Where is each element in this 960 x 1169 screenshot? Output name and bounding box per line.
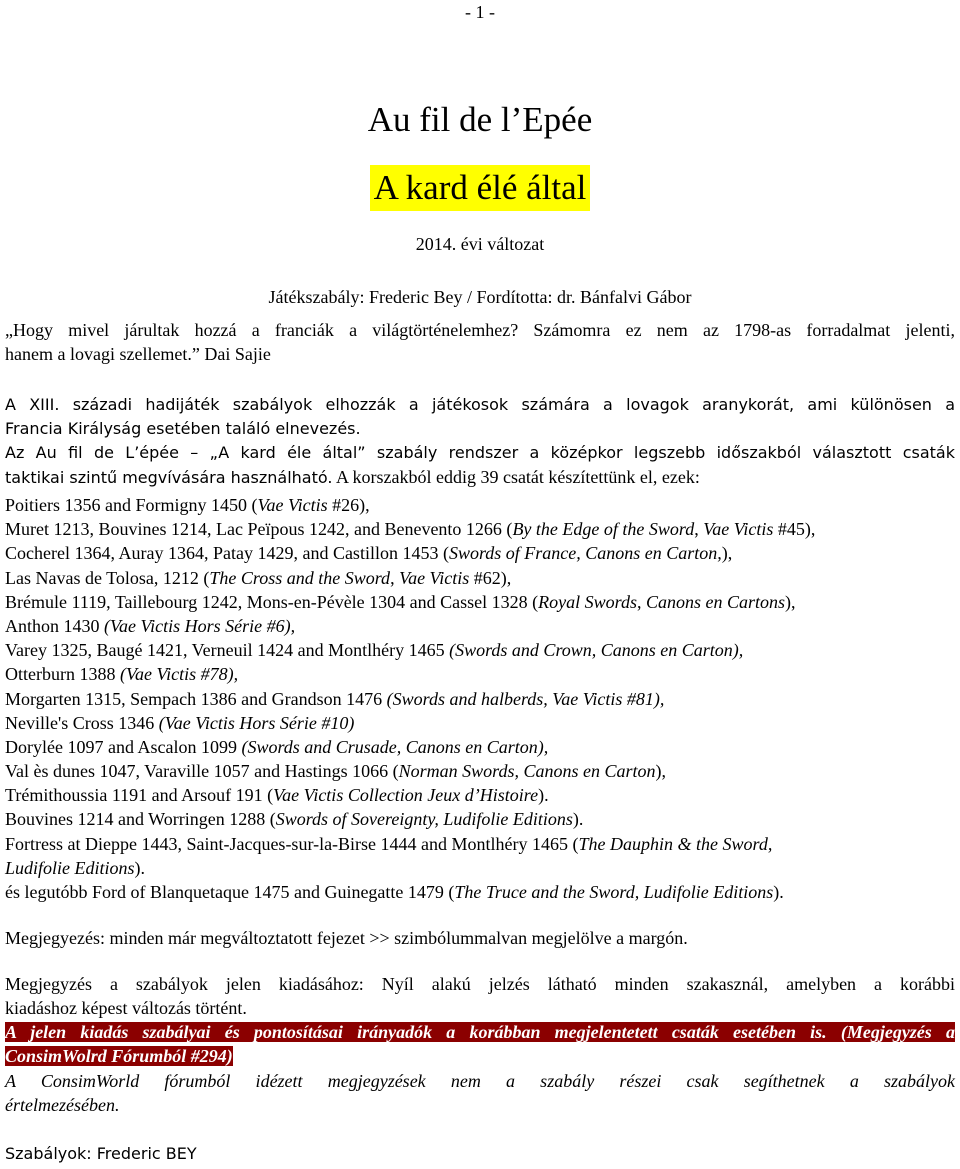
battle-text-after: ). [572,809,584,830]
subtitle-wrap [0,165,960,211]
credits-line: Játékszabály: Frederic Bey / Fordította: dr. Bánfalvi Gábor [268,287,692,307]
battle-text: Dorylée 1097 and Ascalon 1099 [5,736,242,757]
battle-publication-2: Vae Victis [399,567,470,588]
battle-list-item [5,807,955,831]
battle-text: Fortress at Dieppe 1443, Saint-Jacques-sur-la-Birse 1444 and Montlhéry 1465 ( [5,833,579,854]
battle-publication: Ludifolie Editions [5,857,135,878]
banner-line-1-wrap [5,1020,955,1044]
consimworld-line-2: értelmezésében. [5,1095,120,1115]
battle-publication: (Swords and halberds, Vae Victis #81), [386,688,665,709]
note-changed-chapters: Megjegyezés: minden már megváltoztatott fejezet >> szimbólummalvan megjelölve a margón. [5,928,688,948]
intro-line-4-sans: taktikai szintű megvívására használható. [5,468,333,487]
author-line: Szabályok: Frederic BEY [5,1144,197,1163]
battle-text: és legutóbb Ford of Blanquetaque 1475 and Guinegatte 1479 ( [5,882,455,902]
banner-line-2: ConsimWolrd Fórumból #294) [5,1046,233,1066]
battle-list-item [5,590,955,614]
battle-list-item [5,541,955,565]
battle-list-item [5,638,955,662]
battle-text: Trémithoussia 1191 and Arsouf 191 ( [5,785,274,806]
battle-list-item [5,711,955,735]
battle-text-after: ), [721,543,733,564]
battle-publication: The Cross and the Sword [209,567,391,588]
intro-line-3: Az Au fil de L’épée – „A kard éle által” szabály rendszer a középkor legszebb időszakból választott csaták [5,443,955,462]
battle-list [5,493,955,904]
battle-list-item [5,566,955,590]
battle-list-item [5,880,955,904]
edition-line: 2014. évi változat [415,234,545,254]
battle-text: Cocherel 1364, Auray 1364, Patay 1429, and Castillon 1453 ( [5,543,449,564]
battle-text-after: ). [134,857,146,878]
battle-text: Poitiers 1356 and Formigny 1450 ( [5,495,258,515]
battle-publication: The Dauphin & the Sword, [578,833,773,854]
battle-publication: Vae Victis [257,495,328,515]
battle-list-item [5,517,955,541]
intro-paragraph [5,393,955,490]
intro-line-1: A XIII. századi hadijáték szabályok elhozzák a játékosok számára a lovagok aranykorát, ami különösen a [5,395,955,414]
battle-text: Las Navas de Tolosa, 1212 ( [5,567,210,588]
quote-line-2: hanem a lovagi szellemet.” Dai Sajie [5,344,271,364]
note-edition-line-1: Megjegyzés a szabályok jelen kiadásához: Nyíl alakú jelzés látható minden szakasznál, amelyben a korábbi [5,974,955,994]
document-title: Au fil de l’Epée [367,100,593,139]
consimworld-line-1: A ConsimWorld fórumból idézett megjegyzések nem a szabály részei csak segíthetnek a szabályok [5,1071,955,1091]
battle-text: Bouvines 1214 and Worringen 1288 ( [5,809,276,830]
quote-line-1: „Hogy mivel járultak hozzá a franciák a világtörténelemhez? Számomra ez nem az 1798-as forradalmat jelenti, [5,320,955,340]
battle-publication: The Truce and the Sword, Ludifolie Editions [454,882,774,902]
battle-text: Val ès dunes 1047, Varaville 1057 and Hastings 1066 ( [5,761,399,782]
consimworld-note [5,1069,955,1117]
battle-text: Varey 1325, Baugé 1421, Verneuil 1424 and Montlhéry 1465 [5,640,450,661]
battle-list-item [5,735,955,759]
battle-list-item [5,856,955,880]
battle-text-after: ), [655,761,666,782]
battle-list-item [5,783,955,807]
battle-text: Muret 1213, Bouvines 1214, Lac Peïpous 1242, and Benevento 1266 ( [5,519,513,540]
highlight-banner [5,1020,955,1068]
battle-publication: (Vae Victis Hors Série #6), [104,615,296,636]
battle-publication: (Swords and Crusade, Canons en Carton), [241,736,549,757]
intro-line-4-serif: A korszakból eddig 39 csatát készítettünk el, ezek: [332,467,700,487]
intro-line-4 [5,465,955,490]
battle-list-item [5,687,955,711]
battle-publication: By the Edge of the Sword [512,519,695,540]
battle-text-after: , [637,591,646,612]
battle-list-item [5,662,955,686]
battle-publication-2: Canons en Cartons [646,591,786,612]
intro-line-2: Francia Királyság esetében találó elnevezés. [5,419,361,438]
battle-text-post: #45), [773,519,816,540]
note-edition [5,972,955,1020]
battle-publication: Vae Victis Collection Jeux d’Histoire [273,785,539,806]
battle-text: Anthon 1430 [5,615,104,636]
document-subtitle: A kard élé által [370,165,591,211]
battle-text-after: , [390,567,400,588]
battle-text-post: #62), [469,567,512,588]
battle-publication: Royal Swords [538,591,637,612]
battle-list-item [5,493,955,517]
battle-text-after: ). [538,785,549,806]
battle-publication-2: Vae Victis [703,519,774,540]
banner-line-1: A jelen kiadás szabályai és pontosításai irányadók a korábban megjelentetett csaták esetében is. (Megjegyzés a [5,1022,955,1042]
battle-publication: (Vae Victis #78), [119,664,239,685]
battle-text: Otterburn 1388 [5,664,120,685]
quote-paragraph [5,318,955,366]
battle-text-after: , [694,519,704,540]
battle-text: Brémule 1119, Taillebourg 1242, Mons-en-Pévèle 1304 and Cassel 1328 ( [5,591,539,612]
page-number: - 1 - [465,2,495,22]
battle-publication: Norman Swords, Canons en Carton [398,761,656,782]
battle-text: Neville's Cross 1346 [5,712,159,733]
banner-line-2-wrap [5,1044,955,1068]
battle-publication: Swords of Sovereignty, Ludifolie Editions [275,809,573,830]
battle-text-post: ), [785,591,796,612]
battle-publication: (Swords and Crown, Canons en Carton), [449,640,744,661]
battle-publication: (Vae Victis Hors Série #10) [158,712,355,733]
battle-text-after: ). [773,882,784,902]
battle-text: Morgarten 1315, Sempach 1386 and Grandson 1476 [5,688,387,709]
battle-text-after: #26), [327,495,370,515]
note-edition-line-2: kiadáshoz képest változás történt. [5,998,247,1018]
battle-list-item [5,614,955,638]
battle-publication: Swords of France, Canons en Carton, [448,543,722,564]
battle-list-item [5,759,955,783]
battle-list-item [5,832,955,856]
